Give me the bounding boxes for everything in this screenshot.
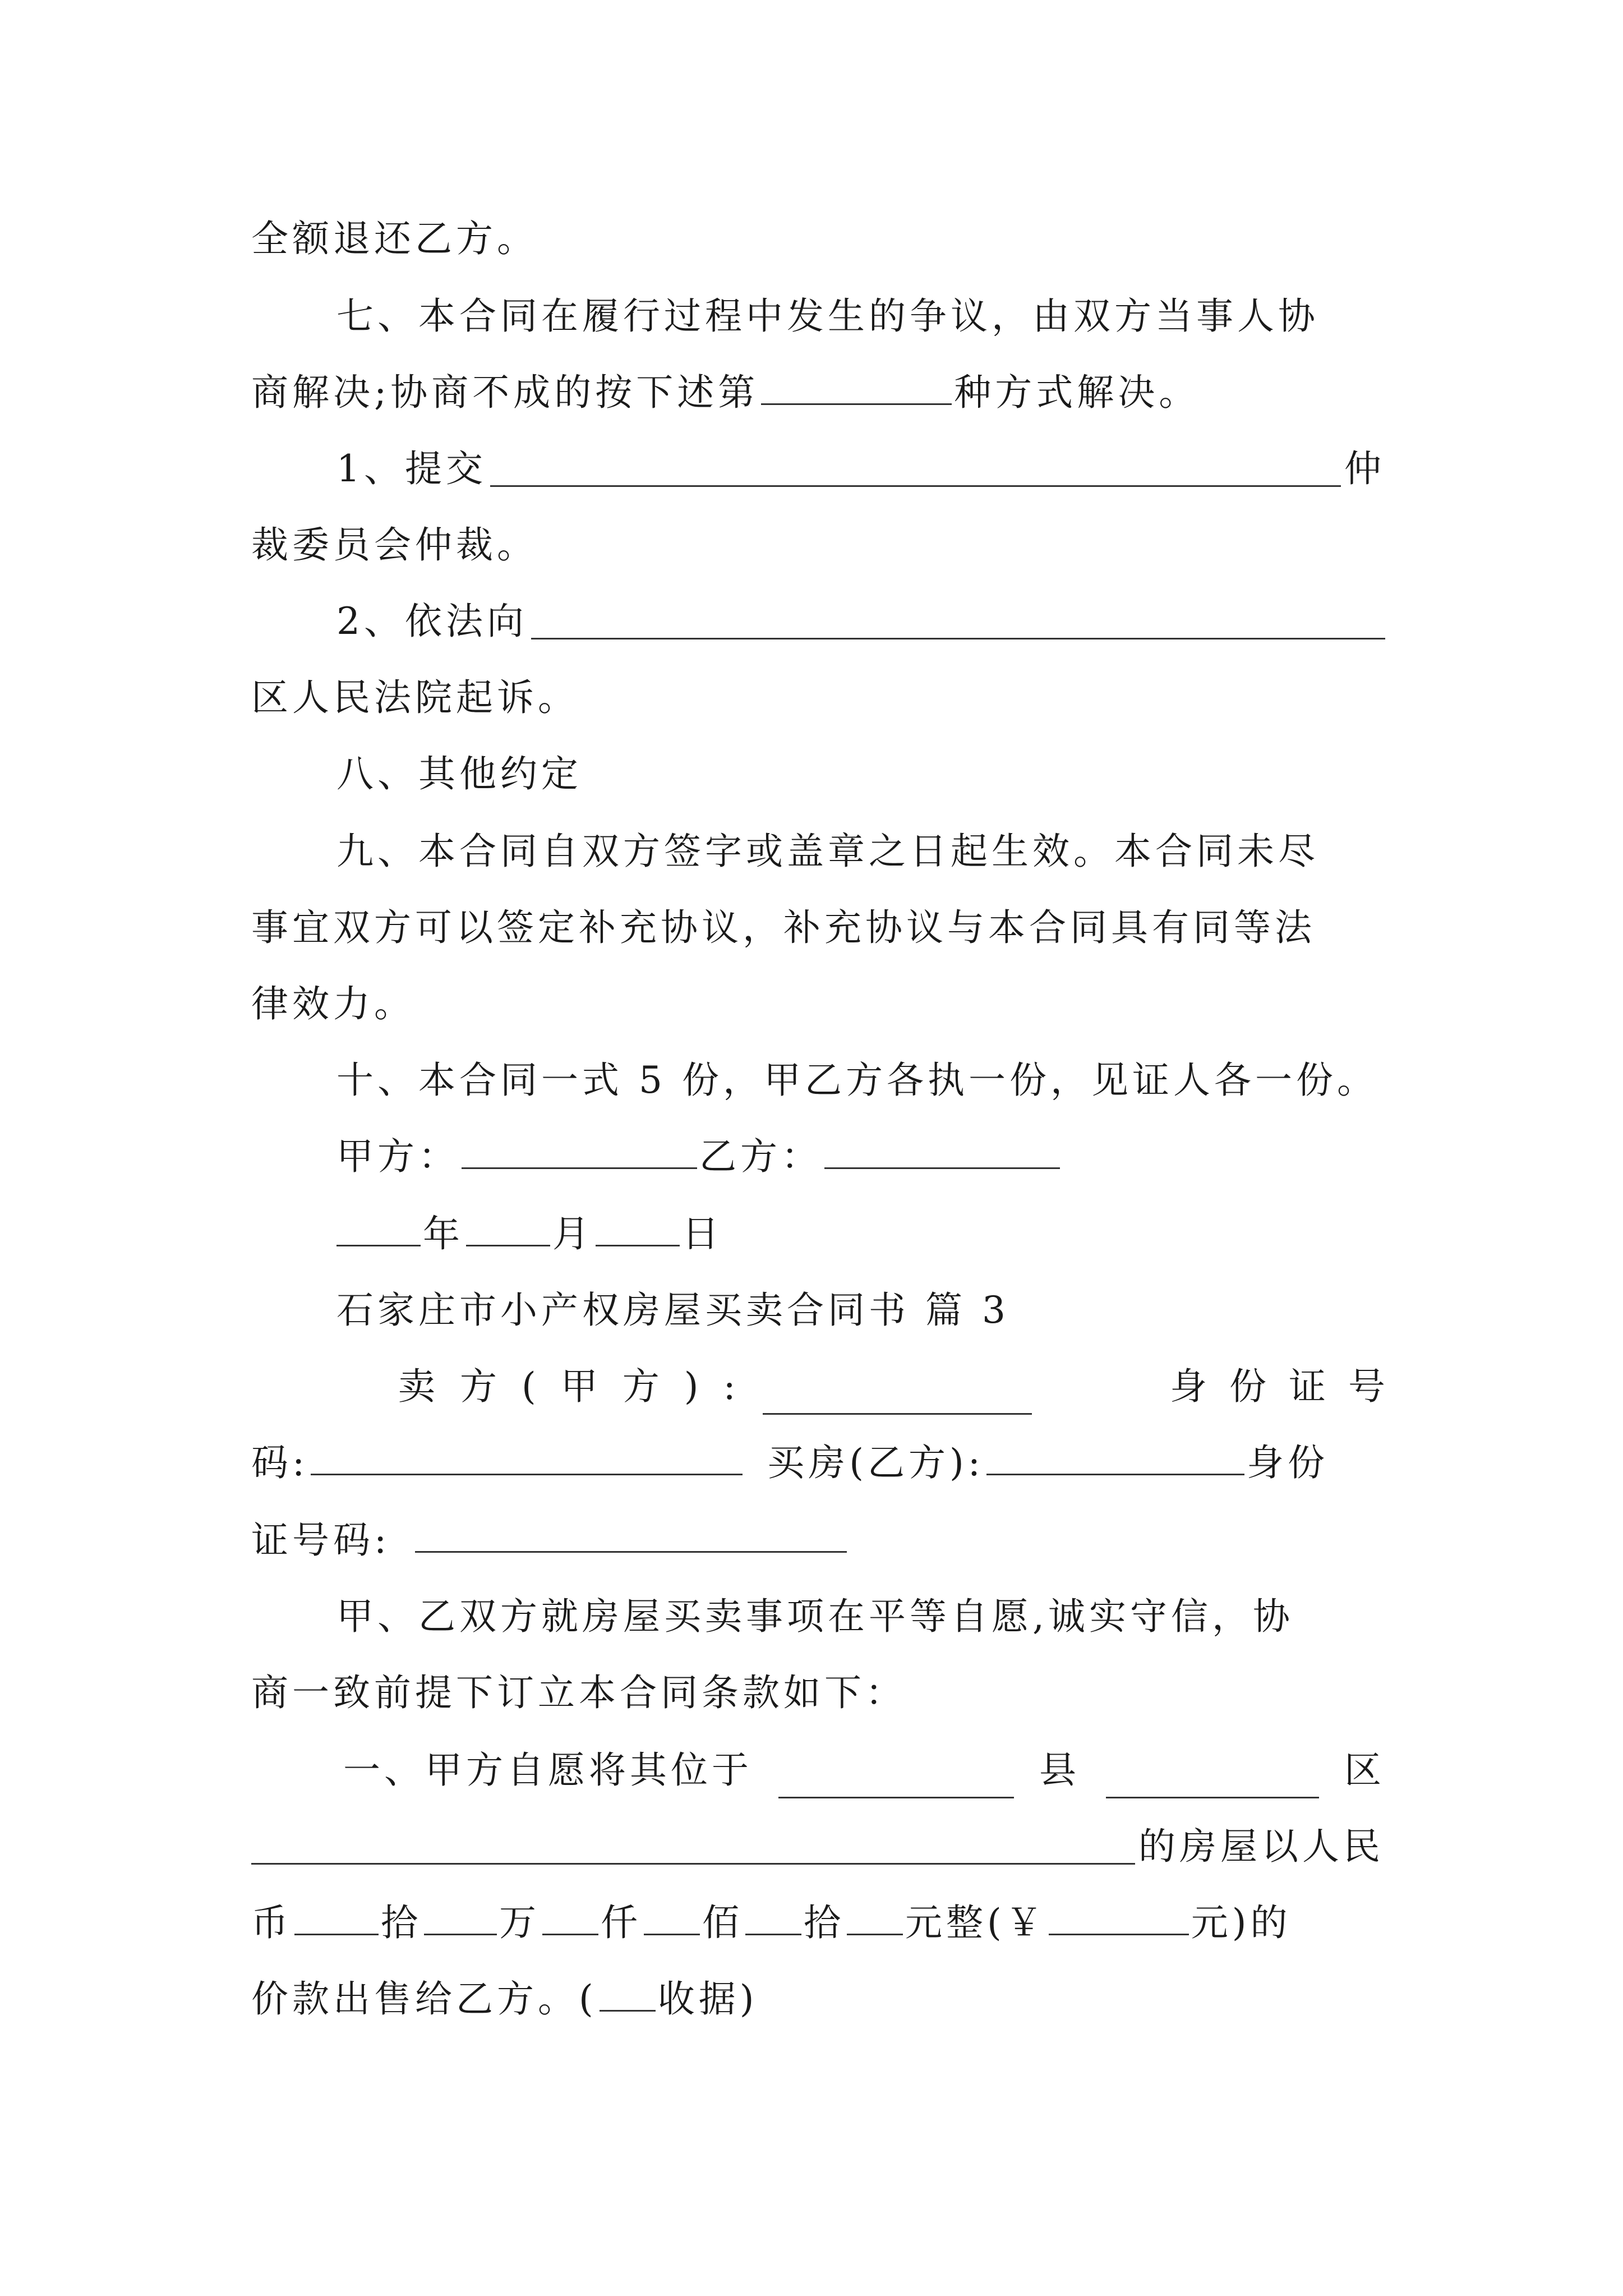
- clause-7-text-b1: 商解决;协商不成的按下述第: [251, 371, 759, 414]
- clause-1-end-text: 价款出售给乙方。(: [251, 1977, 597, 2021]
- seller-id-label-cont: 码:: [251, 1441, 309, 1484]
- section-title: [336, 1282, 1385, 1338]
- clause-9-line-3: [251, 976, 1384, 1032]
- district-blank[interactable]: [1106, 1761, 1319, 1798]
- court-blank[interactable]: [531, 600, 1385, 639]
- arbitration-committee-blank[interactable]: [490, 447, 1341, 487]
- district-label: 区: [1344, 1749, 1385, 1792]
- house-text: 的房屋以人民: [1138, 1825, 1384, 1868]
- clause-9-line-2: [251, 900, 1384, 956]
- clause-9-text-b: 事宜双方可以签定补充协议，补充协议与本合同具有同等法: [251, 906, 1316, 949]
- seller-id-line: [251, 1435, 1384, 1491]
- party-a-signature-blank[interactable]: [462, 1131, 697, 1169]
- clause-9-text-c: 律效力。: [251, 982, 415, 1025]
- party-b-label: 乙方：: [699, 1135, 822, 1178]
- yuan-blank[interactable]: [847, 1898, 903, 1935]
- wan-blank[interactable]: [424, 1898, 497, 1935]
- clause-7-line-2: [251, 365, 1384, 421]
- receipt-blank[interactable]: [600, 1974, 656, 2012]
- county-label: 县: [1039, 1749, 1080, 1792]
- party-a-label: 甲方：: [336, 1135, 459, 1178]
- seller-line: [398, 1359, 1408, 1415]
- clause-7-option-1-cont: [251, 517, 1384, 573]
- option-1-tail: 仲: [1344, 447, 1385, 490]
- clause-7-option-2-cont: [251, 670, 1384, 726]
- shi-label: 拾: [381, 1901, 422, 1944]
- shi-wan-blank[interactable]: [294, 1898, 379, 1935]
- month-label: 月: [552, 1212, 593, 1255]
- clause-8-text: 八、其他约定: [336, 752, 582, 795]
- signature-line: [336, 1129, 1385, 1185]
- clause-10: [336, 1052, 1385, 1108]
- receipt-label: 收据): [657, 1977, 758, 2021]
- clause-7-text-a: 七、本合同在履行过程中发生的争议，由双方当事人协: [336, 295, 1319, 338]
- amount-figure-blank[interactable]: [1049, 1898, 1189, 1935]
- shi2-label: 拾: [804, 1901, 845, 1944]
- option-2-cont-text: 区人民法院起诉。: [251, 676, 579, 719]
- seller-label: 卖方(甲方):: [398, 1365, 760, 1408]
- yuan-close-label: 元)的: [1191, 1901, 1292, 1944]
- day-label: 日: [682, 1212, 723, 1255]
- seller-id-label: 身份证号: [1170, 1365, 1408, 1408]
- clause-8: [336, 746, 1385, 802]
- clause-7-text-b2: 种方式解决。: [954, 371, 1200, 414]
- buyer-id-line: [251, 1512, 1384, 1568]
- paragraph-refund: [251, 211, 1384, 267]
- clause-1-line-3: [251, 1895, 1384, 1951]
- date-line: [336, 1206, 1385, 1262]
- county-blank[interactable]: [778, 1761, 1014, 1798]
- buyer-name-blank[interactable]: [986, 1438, 1244, 1475]
- clause-1-line-4: [251, 1971, 1384, 2027]
- rmb-label: 币: [251, 1901, 292, 1944]
- qian-blank[interactable]: [542, 1898, 598, 1935]
- bai-label: 佰: [702, 1901, 743, 1944]
- clause-10-text: 十、本合同一式 5 份，甲乙方各执一份，见证人各一份。: [336, 1059, 1378, 1102]
- intro-text-b: 商一致前提下订立本合同条款如下：: [251, 1671, 906, 1714]
- buyer-id-label-cont: 证号码:: [251, 1519, 391, 1562]
- dispute-method-blank[interactable]: [761, 367, 952, 405]
- clause-7-option-1: [336, 441, 1385, 497]
- section-title-text: 石家庄市小产权房屋买卖合同书 篇 3: [336, 1289, 1009, 1332]
- clause-7-option-2: [336, 593, 1385, 650]
- intro-text-a: 甲、乙双方就房屋买卖事项在平等自愿,诚实守信，协: [336, 1595, 1294, 1638]
- buyer-id-blank[interactable]: [415, 1515, 847, 1553]
- option-2-label: 2、依法向: [336, 600, 528, 643]
- seller-name-blank[interactable]: [763, 1377, 1032, 1415]
- buyer-id-label: 身份: [1246, 1441, 1329, 1484]
- buyer-label: 买房(乙方):: [767, 1441, 984, 1484]
- clause-1-line-1: [343, 1742, 1385, 1798]
- shi2-blank[interactable]: [745, 1898, 801, 1935]
- option-1-label: 1、提交: [336, 447, 487, 490]
- month-blank[interactable]: [466, 1209, 550, 1246]
- party-b-signature-blank[interactable]: [824, 1131, 1060, 1169]
- seller-id-blank[interactable]: [311, 1438, 743, 1475]
- option-1-cont-text: 裁委员会仲裁。: [251, 523, 538, 567]
- intro-line-1: [336, 1589, 1385, 1645]
- intro-line-2: [251, 1665, 1384, 1721]
- year-label: 年: [423, 1212, 464, 1255]
- clause-1-text-a: 一、甲方自愿将其位于: [343, 1749, 753, 1792]
- clause-1-line-2: [251, 1819, 1384, 1875]
- bai-blank[interactable]: [644, 1898, 700, 1935]
- clause-9-text-a: 九、本合同自双方签字或盖章之日起生效。本合同未尽: [336, 830, 1319, 873]
- clause-7-line-1: [336, 288, 1385, 344]
- wan-label: 万: [499, 1901, 540, 1944]
- text-refund: 全额退还乙方。: [251, 217, 538, 260]
- yuan-label: 元整(￥: [905, 1901, 1046, 1944]
- clause-9-line-1: [336, 823, 1385, 880]
- address-blank[interactable]: [251, 1825, 1135, 1865]
- year-blank[interactable]: [336, 1209, 421, 1246]
- day-blank[interactable]: [596, 1209, 680, 1246]
- qian-label: 仟: [601, 1901, 642, 1944]
